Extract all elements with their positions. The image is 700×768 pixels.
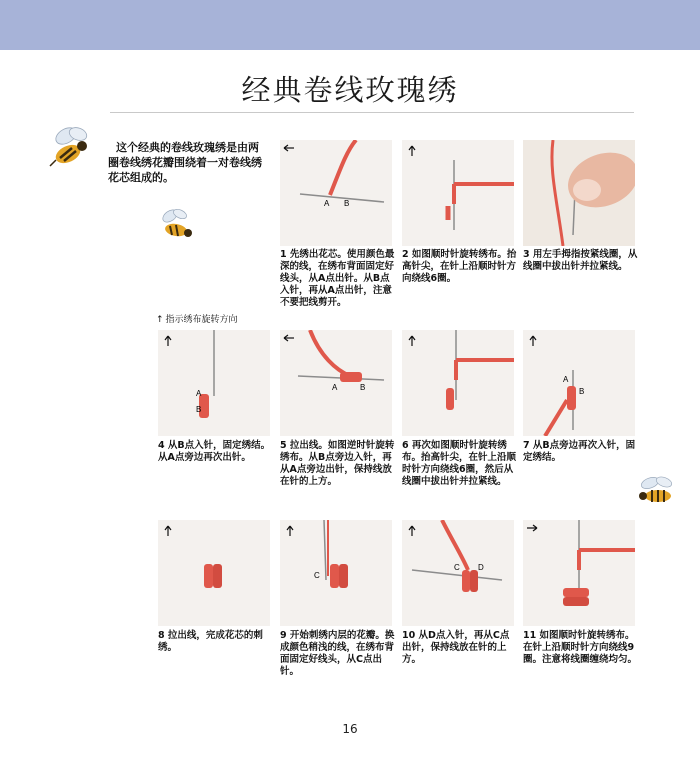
label-b: B: [344, 199, 350, 208]
step-caption-6: 6 再次如图顺时针旋转绣布。抬高针尖，在针上沿顺时针方向绕线6圈，然后从线圈中拔出针并拉紧线。: [402, 440, 517, 487]
step-caption-9: 9 开始刺绣内层的花瓣。换成颜色稍浅的线，在绣布背面固定好线头，从C点出针。: [280, 630, 395, 677]
step-photo-8: [158, 520, 270, 626]
intro-text: 这个经典的卷线玫瑰绣是由两圈卷线绣花瓣围绕着一对卷线绣花芯组成的。: [108, 141, 262, 184]
step-caption-1: 1 先绣出花芯。使用颜色最深的线，在绣布背面固定好线头，从A点出针。从B点入针，再从A点出针，注意不要把线剪开。: [280, 249, 395, 308]
bee-illustration-right: [634, 474, 680, 510]
step-caption-5: 5 拉出线。如图逆时针旋转绣布。从B点旁边入针，再从A点旁边出针，保持线放在针的上方。: [280, 440, 395, 487]
step-photo-5: [280, 330, 392, 436]
step-caption-7: 7 从B点旁边再次入针，固定绣结。: [523, 440, 636, 463]
page-number: 16: [342, 722, 358, 736]
header-band: [0, 0, 700, 50]
label-a: A: [563, 375, 569, 384]
step-caption-8: 8 拉出线，完成花芯的刺绣。: [158, 630, 263, 653]
step-caption-2: 2 如图顺时针旋转绣布。抬高针尖，在针上沿顺时针方向绕线6圈。: [402, 249, 517, 284]
step-caption-4: 4 从B点入针，固定绣结。从A点旁边再次出针。: [158, 440, 271, 463]
label-b: B: [196, 405, 202, 414]
bee-illustration-top: [44, 124, 96, 170]
rotation-legend: [156, 312, 238, 325]
label-c: C: [454, 563, 460, 572]
label-b: B: [579, 387, 585, 396]
step-photo-1: [280, 140, 392, 246]
step-photo-4: [158, 330, 270, 436]
page-title: 经典卷线玫瑰绣: [241, 73, 459, 107]
label-a: A: [332, 383, 338, 392]
bee-illustration-middle: [158, 206, 198, 244]
label-a: A: [196, 389, 202, 398]
step-photo-3: [523, 140, 635, 246]
step-caption-10: 10 从D点入针，再从C点出针，保持线放在针的上方。: [402, 630, 510, 665]
title-divider: [110, 112, 634, 113]
step-photo-2: [402, 140, 514, 246]
step-photo-7: [523, 330, 635, 436]
step-photo-10: [402, 520, 514, 626]
step-caption-11: 11 如图顺时针旋转绣布。在针上沿顺时针方向绕线9圈。注意将线圈缠绕均匀。: [523, 630, 638, 665]
label-b: B: [360, 383, 366, 392]
step-photo-11: [523, 520, 635, 626]
label-c: C: [314, 571, 320, 580]
step-photo-6: [402, 330, 514, 436]
legend-label: 指示绣布旋转方向: [165, 315, 238, 325]
up-arrow-icon: ↑: [156, 315, 164, 325]
step-photo-9: [280, 520, 392, 626]
label-a: A: [324, 199, 330, 208]
label-d: D: [478, 563, 484, 572]
step-caption-3: 3 用左手拇指按紧线圈，从线圈中拔出针并拉紧线。: [523, 249, 638, 272]
